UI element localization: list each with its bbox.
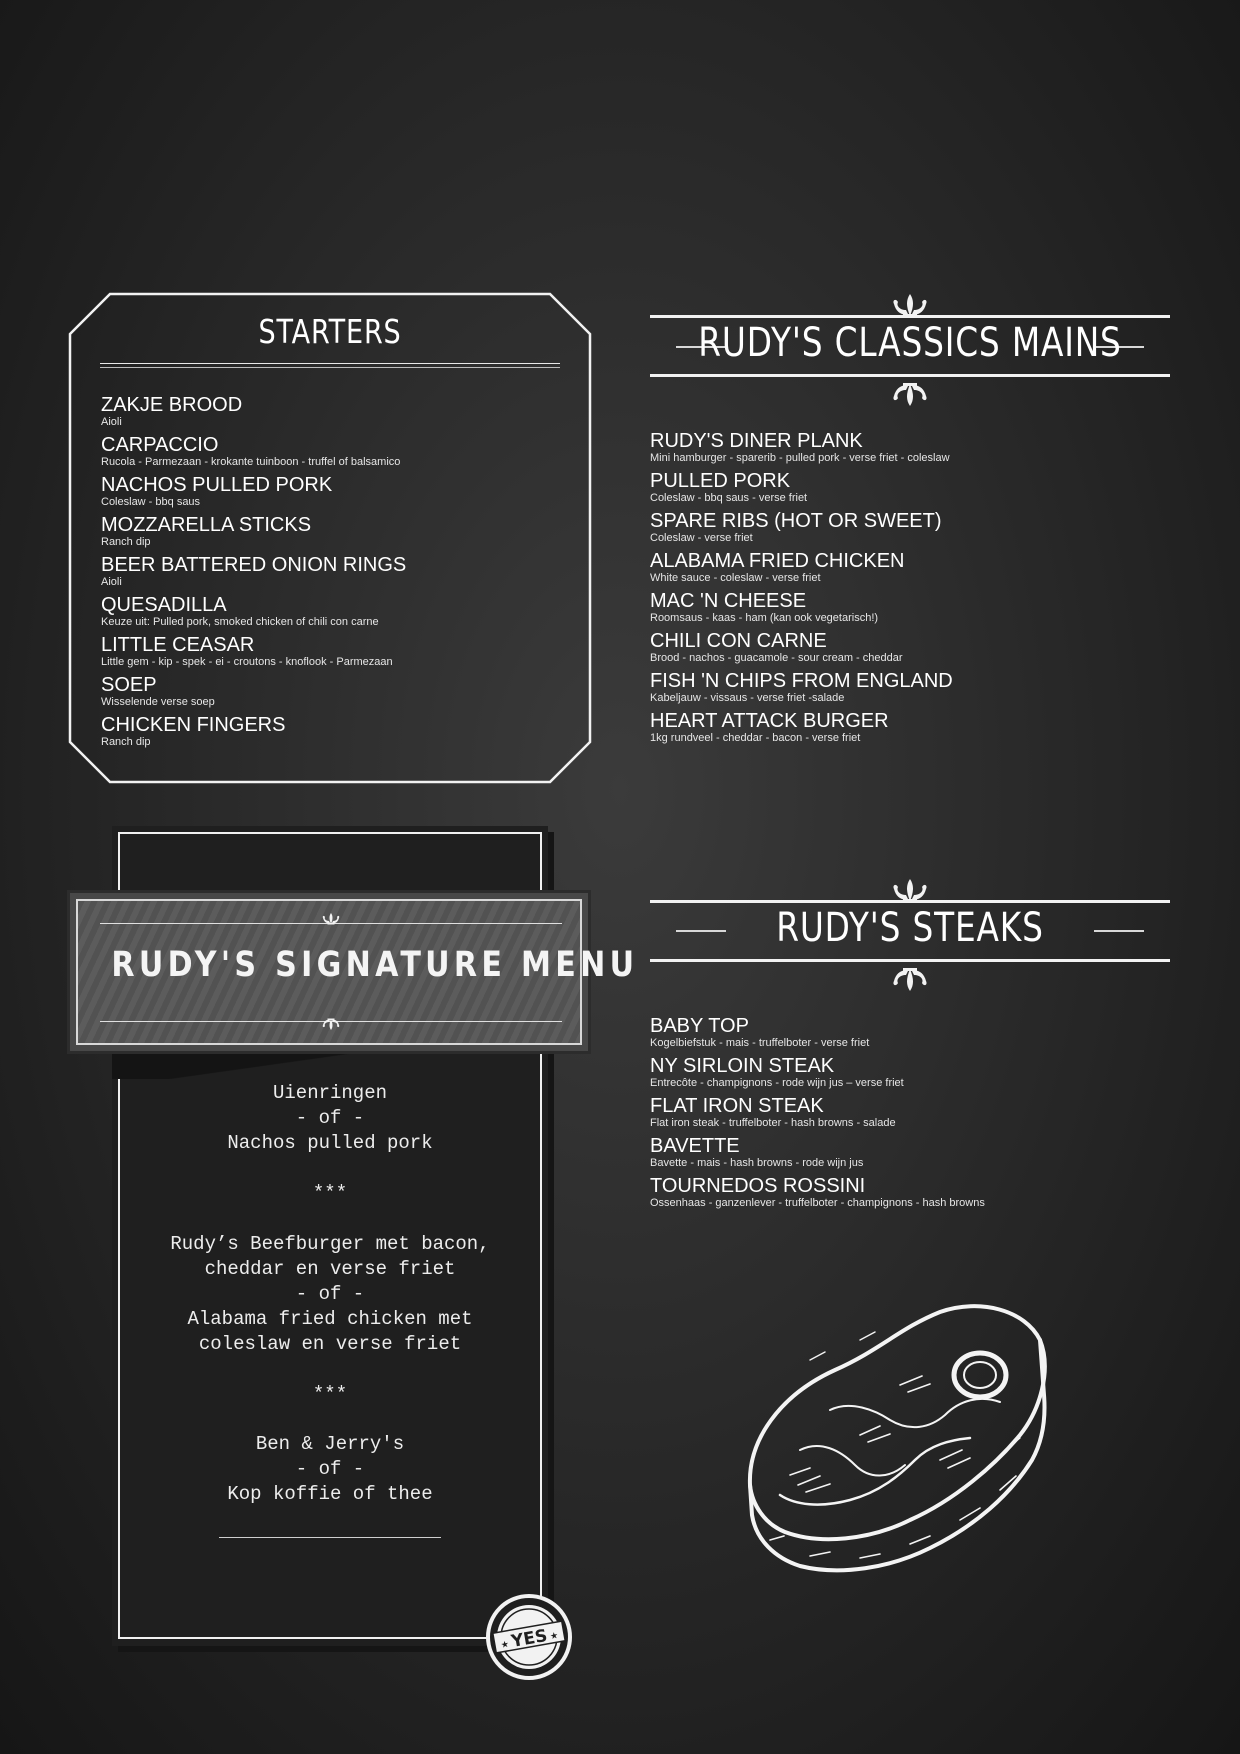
- badge-label: YES: [509, 1625, 549, 1652]
- item-name: TOURNEDOS ROSSINI: [650, 1175, 866, 1197]
- item-description: 1kg rundveel - cheddar - bacon - verse friet: [650, 732, 861, 744]
- item-description: Kogelbiefstuk - mais - truffelboter - verse friet: [650, 1037, 870, 1049]
- item-name: SPARE RIBS (HOT OR SWEET): [650, 510, 942, 532]
- menu-item: [101, 714, 571, 754]
- item-description: Ranch dip: [101, 736, 151, 748]
- item-description: Wisselende verse soep: [101, 696, 215, 708]
- fleur-de-lis-icon: [321, 1016, 341, 1030]
- signature-line: - of -: [295, 1283, 365, 1305]
- item-name: FISH 'N CHIPS FROM ENGLAND: [650, 670, 953, 692]
- item-description: Entrecôte - champignons - rode wijn jus – verse friet: [650, 1077, 904, 1089]
- menu-item: [101, 634, 571, 674]
- signature-separator: ***: [312, 1182, 348, 1204]
- item-name: CHICKEN FINGERS: [101, 714, 286, 736]
- mains-header: [650, 290, 1170, 400]
- item-name: MOZZARELLA STICKS: [101, 514, 312, 536]
- item-name: FLAT IRON STEAK: [650, 1095, 824, 1117]
- starters-divider: [100, 363, 560, 364]
- item-description: Mini hamburger - sparerib - pulled pork - verse friet - coleslaw: [650, 452, 950, 464]
- item-name: PULLED PORK: [650, 470, 791, 492]
- item-name: CHILI CON CARNE: [650, 630, 827, 652]
- menu-item: [101, 394, 571, 434]
- menu-item: [650, 1095, 1210, 1135]
- item-name: SOEP: [101, 674, 157, 696]
- item-name: ZAKJE BROOD: [101, 394, 243, 416]
- menu-item: [101, 554, 571, 594]
- steaks-title: RUDY'S STEAKS: [776, 905, 1044, 951]
- signature-title: RUDY'S SIGNATURE MENU: [111, 945, 639, 985]
- item-description: Brood - nachos - guacamole - sour cream - cheddar: [650, 652, 903, 664]
- fleur-de-lis-icon: [890, 963, 930, 991]
- signature-line: Alabama fried chicken met: [187, 1308, 473, 1330]
- menu-item: [650, 670, 1210, 710]
- menu-item: [101, 674, 571, 714]
- item-name: LITTLE CEASAR: [101, 634, 255, 656]
- signature-line: Rudy’s Beefburger met bacon,: [170, 1233, 490, 1255]
- menu-item: [650, 1135, 1210, 1175]
- signature-line: Kop koffie of thee: [227, 1483, 433, 1505]
- menu-item: [650, 1175, 1210, 1215]
- mains-list: [650, 430, 1210, 750]
- item-description: Rucola - Parmezaan - krokante tuinboon - truffel of balsamico: [101, 456, 401, 468]
- steaks-list: [650, 1015, 1210, 1215]
- menu-item: [650, 470, 1210, 510]
- menu-item: [650, 590, 1210, 630]
- signature-line: - of -: [295, 1107, 365, 1129]
- item-description: Keuze uit: Pulled pork, smoked chicken of chili con carne: [101, 616, 379, 628]
- item-name: RUDY'S DINER PLANK: [650, 430, 863, 452]
- fleur-de-lis-icon: [321, 913, 341, 927]
- item-name: MAC 'N CHEESE: [650, 590, 807, 612]
- menu-item: [650, 630, 1210, 670]
- item-description: Ranch dip: [101, 536, 151, 548]
- fleur-de-lis-icon: [890, 378, 930, 406]
- menu-item: [650, 430, 1210, 470]
- item-name: BABY TOP: [650, 1015, 749, 1037]
- yes-badge-icon: [486, 1594, 572, 1680]
- item-description: Roomsaus - kaas - ham (kan ook vegetarisch!): [650, 612, 879, 624]
- svg-text:★: ★: [549, 1630, 560, 1643]
- item-name: BAVETTE: [650, 1135, 740, 1157]
- menu-item: [101, 474, 571, 514]
- header-rule: [650, 900, 1170, 903]
- steak-illustration: [740, 1300, 1050, 1600]
- starters-title: STARTERS: [258, 312, 402, 351]
- item-description: Aioli: [101, 416, 122, 428]
- header-rule: [650, 959, 1170, 962]
- item-description: Coleslaw - bbq saus - verse friet: [650, 492, 808, 504]
- signature-end-rule: [219, 1537, 441, 1538]
- item-name: HEART ATTACK BURGER: [650, 710, 889, 732]
- menu-item: [650, 1055, 1210, 1095]
- header-rule: [650, 374, 1170, 377]
- signature-line: Ben & Jerry's: [255, 1433, 405, 1455]
- item-description: Coleslaw - bbq saus: [101, 496, 201, 508]
- menu-item: [650, 510, 1210, 550]
- starters-divider-thin: [100, 367, 560, 368]
- menu-item: [101, 514, 571, 554]
- item-name: QUESADILLA: [101, 594, 227, 616]
- steaks-header: [650, 875, 1170, 985]
- item-description: Ossenhaas - ganzenlever - truffelboter - champignons - hash browns: [650, 1197, 985, 1209]
- signature-line: cheddar en verse friet: [204, 1258, 456, 1280]
- menu-item: [101, 434, 571, 474]
- svg-text:★: ★: [500, 1639, 510, 1651]
- banner-shadow: [112, 1051, 548, 1079]
- signature-line: Nachos pulled pork: [227, 1132, 433, 1154]
- item-name: BEER BATTERED ONION RINGS: [101, 554, 407, 576]
- item-name: CARPACCIO: [101, 434, 219, 456]
- signature-line: - of -: [295, 1458, 365, 1480]
- item-name: NY SIRLOIN STEAK: [650, 1055, 835, 1077]
- item-description: White sauce - coleslaw - verse friet: [650, 572, 821, 584]
- menu-item: [650, 550, 1210, 590]
- menu-item: [101, 594, 571, 634]
- item-name: NACHOS PULLED PORK: [101, 474, 333, 496]
- mains-title: RUDY'S CLASSICS MAINS: [698, 320, 1122, 366]
- menu-item: [650, 710, 1210, 750]
- item-description: Flat iron steak - truffelboter - hash browns - salade: [650, 1117, 896, 1129]
- item-description: Kabeljauw - vissaus - verse friet -salade: [650, 692, 845, 704]
- signature-separator: ***: [312, 1383, 348, 1405]
- item-name: ALABAMA FRIED CHICKEN: [650, 550, 905, 572]
- header-rule: [650, 315, 1170, 318]
- starters-list: [101, 394, 571, 754]
- item-description: Little gem - kip - spek - ei - croutons - knoflook - Parmezaan: [101, 656, 393, 668]
- signature-line: Uienringen: [272, 1082, 388, 1104]
- item-description: Aioli: [101, 576, 122, 588]
- item-description: Coleslaw - verse friet: [650, 532, 753, 544]
- signature-line: coleslaw en verse friet: [198, 1333, 462, 1355]
- item-description: Bavette - mais - hash browns - rode wijn jus: [650, 1157, 864, 1169]
- menu-item: [650, 1015, 1210, 1055]
